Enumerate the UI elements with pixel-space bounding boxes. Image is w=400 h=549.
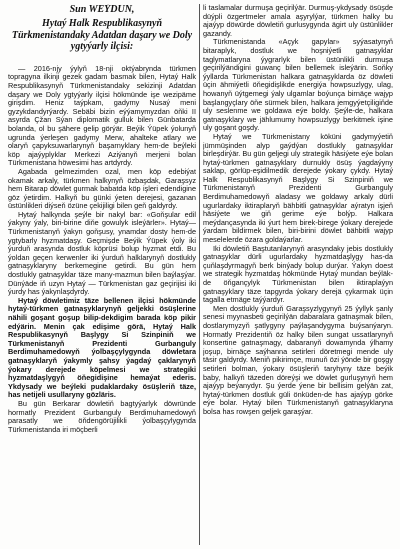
article-paragraph: Men dostlukly ýurduň Garaşsyzlygynyň 25 ýyllyk şanly senesi myynasbeti geçirilýän dabaralara gatnaşmak bilen, dostlarymyzyň şatlygyny paýlaşandygyma buýsanýaryn. Hormatly Prezidentiň öz halky bilen sungat ussatlarynyň konsertine gatnaşmagy, dabaranyň dowamynda ýlhamy joşup, birnäçe saýhanna setirleri döretmegi mende uly täsir galdyrdy. Meniň pikirimçe, munuň özi ýönde bir goşgy setirleri bolman, ýokary ösüşleriň taryhyny täze beýik baby, halkyň täzeden döreýşi we döwlet gurluşynyň hem ajaýyp beýanydyr. Şu ýerde ýene bir bellisim gelýän zat, hytaý-türkmen dostluk güli önküden-de has ajaýyp görke eýe bolar. Hytaý bilen Türkmenistanyň gatnaşyklaryna bolsa has rowşen geljek garaşýar. (203, 303, 393, 416)
article-paragraph: Iki döwletiň Baştutanlarynyň arasyndaky jebis dostlukly gatnaşyklar dürli ugurlardaky hyzmatdaşlygy has-da çuňlaşdyrmagyň berk binýady bolup durýar. Ýakyn doest we strategik hyzmatdaş hökmünde Hytaý mundan beýläk-de öňgançylyk Türkmenistan bilen iktiraplaýyn gatnaşyklary täze tapgyrda ýokary derejä çykarmak üçin tagalla etmäge taýýardyr. (203, 243, 393, 305)
right-column (203, 4, 393, 547)
article-paragraph: — 2016-njy ýylyň 18-nji oktýabrynda türkmen topragyna ilkinji gezek gadam basmak bilen, Hytaý Halk Respublikasynyň Türkmenistandaky sekizinji Adatdan daşary we Doly ygtyýarly ilçisi hökmünde işe wezipäme girişdim. Heniz taýpkam, gadymy Nusaý meni gyzykdandyrýardy. Sebäbi bizin eýýamymyzdan öňki II asyrda Çžan Sýan diplomatik gulluk bilen Günbatarda bolanda, ol bu şähere gelip görýär. Beýik Ýüpek ýolunyň ugrunda ýerleşen gadymy Merw, ahalteke atlary we olaryň çapyksuwarlarynyň başarnyklary hem-de beýleki köp ajaýyplyklar Merkezi Aziýanyň merjeni bolan Türkmenistana höwesimi has artdyrdy. (8, 63, 196, 168)
article-headline: Hytaý Halk Respublikasynyň Türkmenistandaky Adatdan daşary we Doly ygtyýarly ilçisi: (11, 18, 193, 53)
article-paragraph: Hytaý döwletimiz täze bellenen ilçisi hökmünde hytaý-türkmen gatnaşyklarynyň geljekki ösüşlerine nähili goşant goşup bilip-dekdigim barada köp pikir edýärin. Menin çak edişime görä, Hytaý Halk Respublikasynyň Başlygy Si Szinpiniň we Türkmenistanyň Prezidenti Gurbanguly Berdimuhamedowyň ýolbaşçylygynda döwletara gatnaşyklaryň ýakymly şahsy ýagdaý çaklarynyň ýokary derejede köpelmesi we strategiki hyzmatdaşlygyň öňegidişine hemaýat ederis. Ykdysady we beýleki pudaklardaky ösüşleriň täze, has netijeli usullaryny gözläris. (8, 295, 196, 400)
article-paragraph: Agabada gelmezimden ozal, men köp edebiýat okamak arkaly, türkmen halkynyň özbaşdak, Garaşsyz hem Bitarap döwlet gurmak babatda köp işleri edendigine göz ýetirdim. Halkyň bu günki ýeten derejesi, gazanan üstünlikleri diýseň özüne çekijiligi bilen geň galdyrdy. (8, 166, 196, 211)
article-paragraph: Hytaý halkynda şeýle bir nakyl bar: «Goňşular edil ýakyny ýaly, biri-birine diňe gowulyk isleýärler». Hytaý—Türkmenistanyň ýakyn goňşusy, ynamdar dosty hem-de ygtybarly hyzmatdaşy. Geçmişde Beýik Ýüpek ýoly iki ýurduň arasynda dostluk köprüsi bolup hyzmat etdi. Bu ýoldan geçen kerwenler iki ýurduň halklarynyň dostlukly gatnaşyklaryny berkemegine getirdi. Bu gün hem dostlukly gatnaşyklar täze many-mazmun bilen baýlaşýar. Dünýäde iň uzyn Hytaý — Türkmenistan gaz geçirijisi iki ýurdy has ýakynlaşdyrdy. (8, 209, 196, 297)
column-divider (199, 4, 200, 545)
article-paragraph: Bu gün Berkarar döwletiň bagtyýarlyk döwründe hormatly Prezident Gurbanguly Berdimuhamedowyň parasatly we öňdengörüjilikli ýolbaşçylygynda Türkmenistanda iri möçberli (8, 398, 196, 434)
article-paragraph: Türkmenistanda «Açyk gapylar» syýasatynyň bitaraplyk, dostluk we hoşniýetli gatnaşyklar taglymatlaryna ýygrarlyk bilen üstünlikli durmuşa geçirilýändigini guwanç bilen bellemek isleýärin. Soňky ýyllarda Türkmenistan halkara gatnaşyklarda öz döwleti üçin ähmiýetli öňegidişlikde energiýa howpsuzlygy, ulag, howanyň üýtgemegi ýaly ulgamlar boýunça birnäçe wajyp başlangyçlary öňe sürmek bilen, halkara jemgyýetçiligiňde uly seslenme we goldawa eýe boldy. Şeýle-de, halkara gatnaşyklary we jählumumy howpsuzlygy berkitmek işine uly goşant goşdy. (203, 37, 393, 133)
article-paragraph: li taslamalar durmuşa geçirilýär. Durmuş-ykdysady ösüşde düýpli özgertmeler amala aşyrylýar, türkmen halky bu ajaýyp döwürde döwletiň gurlusygynda ägirt uly üstünlikler gazandy. (203, 4, 393, 38)
left-column (8, 4, 196, 547)
article-paragraph: Hytaý we Türkmenistany köküni gadymyýetiň jümmüşinden alyp gaýdýan dostlukly gatnaşyklar birleşdirýär. Bu gün geljegi uly strategik häsiýete eýe bolan hytaý-türkmen gatnaşyklary durnukly ösüş ýagdaýyny saklap, görlüp-eşidilmedik derejede ýokary çykdy. Hytaý Halk Respublikasynyň Başlygy Si Szinpiniň we Türkmenistanyň Prezidenti Gurbanguly Berdimuhamedowyň aladasy we goldawy arkaly dürli ugurlardaky iktiraplaryň bähbitli gatnaşyklar aýratyn işjeň häsiýete we giň gerime eýe bolýp. Halkara meýdançasynda iki ýurt hem birek-birege ýokary derejede ýardam bildirmek bilen, biri-birini döwlet bähbitli wajyp meselelerde özara goldaýarlar. (203, 131, 393, 245)
article-author: Sun WEÝDUN, (69, 4, 135, 15)
